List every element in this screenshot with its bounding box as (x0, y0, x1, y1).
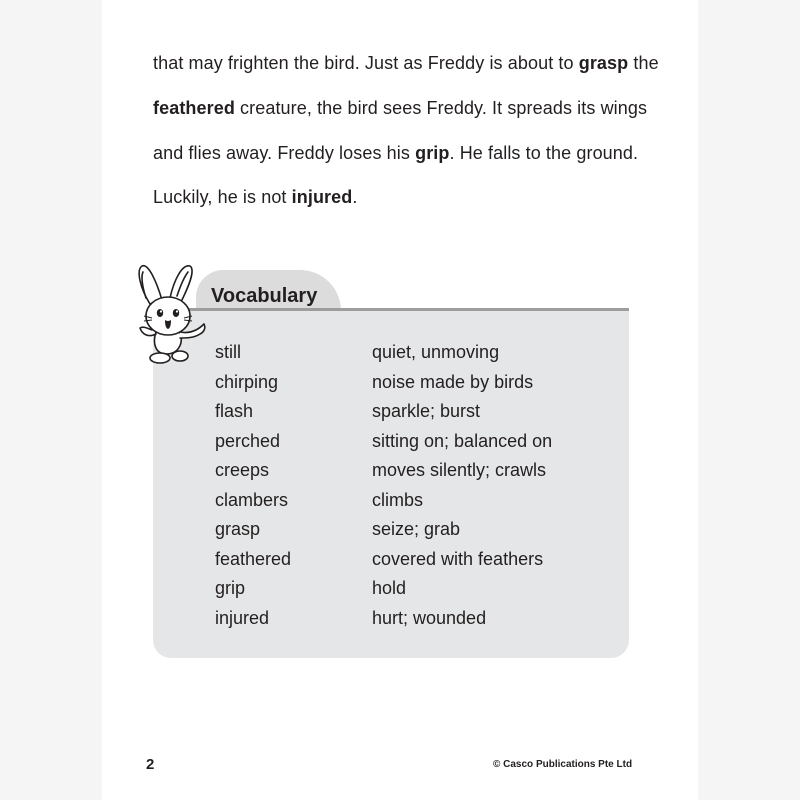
vocabulary-meaning: sitting on; balanced on (372, 430, 553, 451)
vocabulary-word: injured (215, 607, 270, 628)
story-line (153, 142, 638, 164)
vocabulary-entry (215, 577, 615, 607)
vocabulary-meaning: hurt; wounded (372, 607, 487, 628)
vocabulary-meaning: seize; grab (372, 519, 461, 539)
vocabulary-entry (215, 607, 615, 637)
story-text-segment: creature, the bird sees Freddy. It spreads its wings (234, 98, 648, 118)
vocabulary-word: chirping (215, 371, 279, 392)
vocabulary-meaning: climbs (372, 489, 424, 510)
vocabulary-word: still (215, 342, 241, 362)
vocabulary-entry (215, 341, 615, 371)
vocabulary-entry (215, 400, 615, 430)
story-line (153, 97, 647, 119)
story-text-segment: Luckily, he is not (153, 187, 292, 207)
story-line (153, 52, 659, 74)
vocabulary-entry (215, 371, 615, 401)
vocabulary-meaning: noise made by birds (372, 371, 534, 392)
story-text-segment: . (352, 187, 358, 207)
story-text-segment: . He falls to the ground. (449, 143, 639, 163)
vocabulary-divider (153, 308, 629, 311)
vocabulary-highlight: grasp (578, 53, 629, 73)
copyright-notice: © Casco Publications Pte Ltd (493, 759, 633, 770)
vocabulary-meaning: quiet, unmoving (372, 342, 500, 362)
vocabulary-word: grasp (215, 519, 261, 539)
vocabulary-word: clambers (215, 489, 289, 510)
vocabulary-highlight: grip (415, 143, 450, 163)
vocabulary-entry (215, 430, 615, 460)
vocabulary-entry (215, 548, 615, 578)
vocabulary-meaning: hold (372, 578, 407, 598)
story-text-segment: and flies away. Freddy loses his (153, 143, 416, 163)
vocabulary-word: flash (215, 401, 254, 421)
story-line (153, 186, 357, 208)
vocabulary-highlight: feathered (153, 98, 235, 118)
vocabulary-entry (215, 489, 615, 519)
vocabulary-title: Vocabulary (211, 285, 318, 307)
vocabulary-highlight: injured (291, 187, 353, 207)
vocabulary-meaning: covered with feathers (372, 548, 544, 569)
vocabulary-meaning: sparkle; burst (372, 401, 481, 421)
vocabulary-word: grip (215, 578, 246, 598)
page-number: 2 (146, 756, 155, 773)
story-text-segment: the (628, 53, 659, 73)
rabbit-mascot-icon (130, 258, 220, 368)
vocabulary-entry (215, 459, 615, 489)
vocabulary-meaning: moves silently; crawls (372, 460, 547, 480)
vocabulary-list (215, 341, 615, 636)
vocabulary-word: perched (215, 430, 281, 451)
vocabulary-word: feathered (215, 548, 292, 569)
vocabulary-word: creeps (215, 460, 270, 480)
vocabulary-entry (215, 518, 615, 548)
story-text-segment: that may frighten the bird. Just as Freddy is about to (153, 53, 579, 73)
